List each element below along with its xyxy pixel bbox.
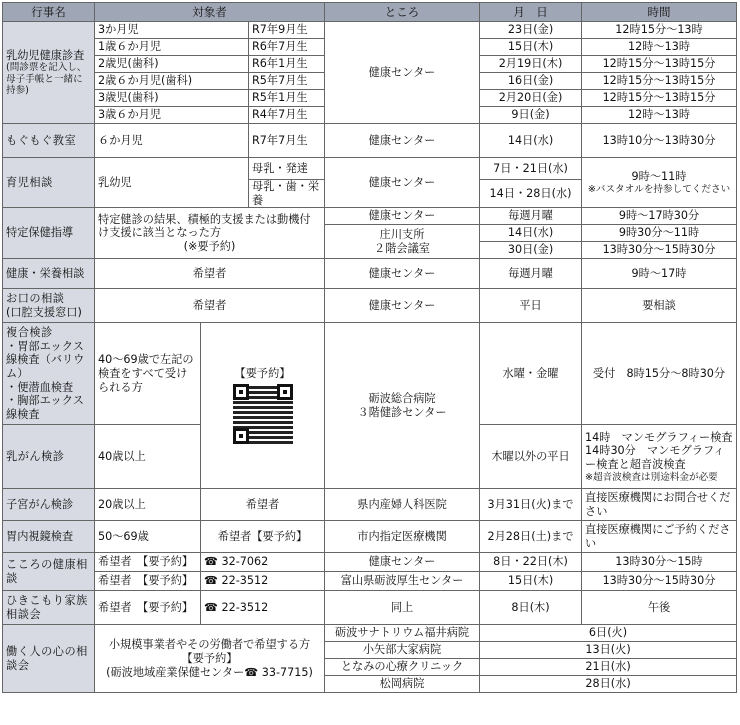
- place-cell: 健康センター: [325, 553, 480, 572]
- event-item: ・胸部エックス線検査: [6, 394, 84, 421]
- target-cell: 40歳以上: [95, 425, 201, 489]
- place-cell: 同上: [325, 591, 480, 625]
- date-cell: 水曜・金曜: [480, 323, 582, 425]
- place-cell: 小矢部大家病院: [325, 642, 480, 659]
- target-cell: 50～69歳: [95, 521, 201, 553]
- event-sub: (口腔支援窓口): [6, 305, 82, 319]
- time-cell: 13時30分～15時30分: [582, 572, 737, 591]
- date-cell: 28日(水): [480, 676, 737, 693]
- date-cell: 15日(木): [480, 572, 582, 591]
- event-title: 乳幼児健康診査: [6, 48, 85, 62]
- time-cell: 12時15分～13時: [582, 22, 737, 39]
- date-cell: 平日: [480, 289, 582, 323]
- time-cell: 12時～13時: [582, 39, 737, 56]
- birth-cell: R5年7月生: [249, 73, 325, 90]
- birth-cell: R7年9月生: [249, 22, 325, 39]
- birth-cell: R4年7月生: [249, 107, 325, 124]
- date-cell: 13日(火): [480, 642, 737, 659]
- target-cell: 希望者 【要予約】: [95, 553, 201, 572]
- target-cell: 20歳以上: [95, 489, 201, 521]
- header-time: 時間: [582, 3, 737, 22]
- event-name-infant: [3, 22, 95, 124]
- birth-cell: R5年1月生: [249, 90, 325, 107]
- phone-cell: ☎ 32-7062: [201, 553, 325, 572]
- date-cell: 毎週月曜: [480, 208, 582, 225]
- target-text: 特定健診の結果、積極的支援または動機付け支援に該当となった方: [98, 212, 311, 240]
- target-cell: 希望者 【要予約】: [95, 591, 201, 625]
- target-cell-2: 希望者【要予約】: [201, 521, 325, 553]
- time-cell: 直接医療機関にご予約ください: [582, 521, 737, 553]
- time-text: 14時30分 マンモグラフィー検査と超音波検査: [585, 444, 725, 471]
- table-row: [3, 591, 737, 625]
- event-name-shikyu: 子宮がん検診: [3, 489, 95, 521]
- header-date: 月 日: [480, 3, 582, 22]
- date-cell: 9日(金): [480, 107, 582, 124]
- target-note: (※要予約): [183, 240, 236, 254]
- time-cell: 9時～17時: [582, 259, 737, 289]
- event-name-kuchi: [3, 289, 95, 323]
- place-cell: 健康センター: [325, 158, 480, 208]
- place-cell: となみの心療クリニック: [325, 659, 480, 676]
- event-name-eiyo: 健康・栄養相談: [3, 259, 95, 289]
- date-cell: 毎週月曜: [480, 259, 582, 289]
- event-name-mogumogu: もぐもぐ教室: [3, 124, 95, 158]
- event-item: ・胃部エックス線検査（バリウム）: [6, 339, 85, 380]
- place-cell: 松岡病院: [325, 676, 480, 693]
- time-cell: 要相談: [582, 289, 737, 323]
- table-row: [3, 521, 737, 553]
- time-cell: 9時～17時30分: [582, 208, 737, 225]
- time-text: 9時～11時: [631, 170, 687, 184]
- target-cell: [95, 208, 325, 259]
- place-cell: 健康センター: [325, 22, 480, 124]
- place-cell: 市内指定医療機関: [325, 521, 480, 553]
- time-cell: 9時30分～11時: [582, 225, 737, 242]
- reserve-label: 【要予約】: [234, 367, 291, 381]
- event-note: (問診票を記入し、母子手帳と一緒に持参): [6, 62, 87, 96]
- birth-cell: R7年7月生: [249, 124, 325, 158]
- date-cell: 2月20日(金): [480, 90, 582, 107]
- event-name-hataraku: 働く人の心の相談会: [3, 625, 95, 693]
- place-cell: 県内産婦人科医院: [325, 489, 480, 521]
- date-cell: 21日(水): [480, 659, 737, 676]
- time-note: ※バスタオルを持参してください: [587, 183, 731, 195]
- event-title: 複合検診: [6, 326, 53, 340]
- table-row: [3, 124, 737, 158]
- target-cell: 3歳６か月児: [95, 107, 249, 124]
- time-cell: 12時15分～13時15分: [582, 73, 737, 90]
- time-cell: 12時～13時: [582, 107, 737, 124]
- reserve-label: 【要予約】: [181, 651, 238, 665]
- date-cell: 木曜以外の平日: [480, 425, 582, 489]
- date-cell: 7日・21日(水): [480, 158, 582, 180]
- table-row: [3, 259, 737, 289]
- target-cell: 3か月児: [95, 22, 249, 39]
- time-cell: 13時30分～15時: [582, 553, 737, 572]
- date-cell: 16日(金): [480, 73, 582, 90]
- time-cell: [582, 158, 737, 208]
- event-title: お口の相談: [6, 292, 65, 306]
- target-cell-2: 希望者: [201, 489, 325, 521]
- target-cell: [95, 625, 325, 693]
- header-place: ところ: [325, 3, 480, 22]
- date-cell: 14日・28日(水): [480, 180, 582, 208]
- place-cell: 健康センター: [325, 208, 480, 225]
- target-cell: 2歳６か月児(歯科): [95, 73, 249, 90]
- date-cell: 14日(水): [480, 124, 582, 158]
- qr-code-icon[interactable]: [233, 384, 293, 444]
- table-row: [3, 489, 737, 521]
- date-cell: 6日(火): [480, 625, 737, 642]
- event-name-nyugan: 乳がん検診: [3, 425, 95, 489]
- date-cell: 3月31日(火)まで: [480, 489, 582, 521]
- target-cell: 希望者 【要予約】: [95, 572, 201, 591]
- date-cell: 8日・22日(木): [480, 553, 582, 572]
- table-row: [3, 22, 737, 39]
- time-cell: 12時15分～13時15分: [582, 56, 737, 73]
- place-cell: 健康センター: [325, 289, 480, 323]
- date-cell: 8日(木): [480, 591, 582, 625]
- event-name-ikuji: 育児相談: [3, 158, 95, 208]
- event-name-inaishi: 胃内視鏡検査: [3, 521, 95, 553]
- time-cell: 13時10分～13時30分: [582, 124, 737, 158]
- time-cell: 12時15分～13時15分: [582, 90, 737, 107]
- time-cell: 直接医療機関にお問合せください: [582, 489, 737, 521]
- event-name-fukugo: [3, 323, 95, 425]
- place-cell: 砺波サナトリウム福井病院: [325, 625, 480, 642]
- target-cell: 希望者: [95, 259, 325, 289]
- sub-target-cell: 母乳・発達: [249, 158, 325, 180]
- event-name-tokutei: 特定保健指導: [3, 208, 95, 259]
- header-target: 対象者: [95, 3, 325, 22]
- time-note: ※超音波検査は別途料金が必要: [585, 471, 718, 483]
- target-cell: ６か月児: [95, 124, 249, 158]
- contact-text: (砺波地域産業保健センター☎ 33-7715): [106, 665, 313, 679]
- target-cell: 乳幼児: [95, 158, 249, 208]
- table-row: [3, 158, 737, 180]
- target-cell: 40～69歳で左記の検査をすべて受けられる方: [95, 323, 201, 425]
- date-cell: 30日(金): [480, 242, 582, 259]
- time-cell: 午後: [582, 591, 737, 625]
- reserve-cell: [201, 323, 325, 489]
- header-row: [3, 3, 737, 22]
- phone-cell: ☎ 22-3512: [201, 591, 325, 625]
- target-text: 小規模事業者やその労働者で希望する方: [108, 638, 311, 652]
- time-cell: [582, 425, 737, 489]
- date-cell: 2月28日(土)まで: [480, 521, 582, 553]
- health-event-schedule-table: [2, 2, 737, 693]
- header-event: 行事名: [3, 3, 95, 22]
- target-cell: 希望者: [95, 289, 325, 323]
- date-cell: 23日(金): [480, 22, 582, 39]
- time-cell: 13時30分～15時30分: [582, 242, 737, 259]
- phone-cell: ☎ 22-3512: [201, 572, 325, 591]
- date-cell: 15日(木): [480, 39, 582, 56]
- birth-cell: R6年1月生: [249, 56, 325, 73]
- time-cell: 受付 8時15分～8時30分: [582, 323, 737, 425]
- target-cell: 2歳児(歯科): [95, 56, 249, 73]
- date-cell: 14日(水): [480, 225, 582, 242]
- target-cell: 3歳児(歯科): [95, 90, 249, 107]
- table-row: [3, 289, 737, 323]
- place-cell: 富山県砺波厚生センター: [325, 572, 480, 591]
- place-cell: 健康センター: [325, 259, 480, 289]
- place-cell: 庄川支所 ２階会議室: [325, 225, 480, 259]
- time-text: 14時 マンモグラフィー検査: [585, 430, 733, 444]
- table-row: [3, 572, 737, 591]
- table-row: [3, 625, 737, 642]
- table-row: [3, 323, 737, 425]
- target-cell: 1歳６か月児: [95, 39, 249, 56]
- event-item: ・便潜血検査: [6, 380, 74, 394]
- table-row: [3, 208, 737, 225]
- place-cell: 健康センター: [325, 124, 480, 158]
- event-name-kokoro: こころの健康相談: [3, 553, 95, 591]
- birth-cell: R6年7月生: [249, 39, 325, 56]
- sub-target-cell: 母乳・歯・栄養: [249, 180, 325, 208]
- event-name-hikikomori: ひきこもり家族相談会: [3, 591, 95, 625]
- date-cell: 2月19日(木): [480, 56, 582, 73]
- table-row: [3, 553, 737, 572]
- place-cell: 砺波総合病院 ３階健診センター: [325, 323, 480, 489]
